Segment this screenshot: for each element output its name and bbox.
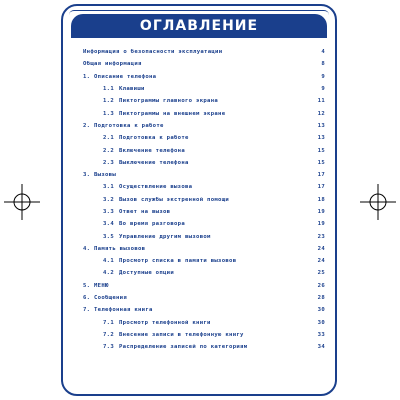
toc-entry-page: 4 xyxy=(321,49,325,56)
toc-entry[interactable] xyxy=(83,218,325,230)
toc-entry-label: 6. Сообщения xyxy=(83,295,128,302)
toc-entry-number: 1.3 xyxy=(103,110,115,117)
toc-entry-label: Управление другим вызовом xyxy=(119,233,211,240)
toc-entry-label: 3. Вызовы xyxy=(83,172,117,179)
toc-entry-label: 2. Подготовка к работе xyxy=(83,122,164,129)
toc-entry-page: 13 xyxy=(317,135,325,142)
toc-entry[interactable] xyxy=(83,95,325,107)
toc-entry-page: 33 xyxy=(317,331,325,338)
toc-entry[interactable] xyxy=(83,280,325,292)
toc-entry-number: 3.4 xyxy=(103,221,115,228)
toc-entry-number: 2.1 xyxy=(103,135,115,142)
toc-entry[interactable] xyxy=(83,267,325,279)
toc-entry[interactable] xyxy=(83,317,325,329)
toc-entry[interactable] xyxy=(83,58,325,70)
toc-entry[interactable] xyxy=(83,194,325,206)
toc-entry[interactable] xyxy=(83,329,325,341)
toc-entry-page: 8 xyxy=(321,61,325,68)
toc-entry[interactable] xyxy=(83,304,325,316)
toc-entry-page: 15 xyxy=(317,159,325,166)
toc-entry-page: 25 xyxy=(317,270,325,277)
toc-entry-page: 24 xyxy=(317,258,325,265)
toc-entry-label: Во время разговора xyxy=(119,221,186,228)
toc-entry-label: Включение телефона xyxy=(119,147,186,154)
toc-entry-label: Ответ на вызов xyxy=(119,209,171,215)
toc-entry[interactable] xyxy=(83,255,325,267)
toc-entry-page: 28 xyxy=(317,295,325,302)
toc-page xyxy=(61,4,337,396)
toc-entry-page: 13 xyxy=(317,122,325,129)
toc-entry[interactable] xyxy=(83,46,325,58)
toc-entry-label: Общая информация xyxy=(83,61,142,68)
toc-entry-number: 2.3 xyxy=(103,159,115,166)
toc-entry-number: 4.1 xyxy=(103,258,115,265)
toc-list xyxy=(83,46,325,353)
toc-entry-label: Пиктограммы на внешнем экране xyxy=(119,110,226,117)
toc-entry-number: 3.3 xyxy=(103,209,115,215)
page-title: ОГЛАВЛЕНИЕ xyxy=(139,18,259,34)
toc-entry[interactable] xyxy=(83,83,325,95)
toc-entry-page: 9 xyxy=(321,86,325,93)
toc-entry-number: 3.2 xyxy=(103,196,115,203)
toc-entry-label: Вызов службы экстренной помощи xyxy=(119,196,230,203)
toc-entry-page: 15 xyxy=(317,147,325,154)
toc-entry[interactable] xyxy=(83,120,325,132)
toc-entry[interactable] xyxy=(83,71,325,83)
toc-entry-page: 19 xyxy=(317,209,325,215)
toc-entry-page: 17 xyxy=(317,172,325,179)
toc-entry-number: 2.2 xyxy=(103,147,115,154)
toc-entry-page: 30 xyxy=(317,319,325,326)
toc-entry[interactable] xyxy=(83,169,325,181)
toc-entry-page: 18 xyxy=(317,196,325,203)
toc-entry-number: 7.3 xyxy=(103,344,115,351)
title-bar xyxy=(71,14,327,38)
toc-entry-page: 12 xyxy=(317,110,325,117)
toc-entry-page: 30 xyxy=(317,307,325,314)
toc-entry-label: 7. Телефонная книга xyxy=(83,307,153,314)
toc-entry-number: 3.1 xyxy=(103,184,115,191)
toc-entry[interactable] xyxy=(83,243,325,255)
toc-entry-number: 1.2 xyxy=(103,98,115,105)
toc-entry[interactable] xyxy=(83,144,325,156)
toc-entry-number: 7.1 xyxy=(103,319,115,326)
toc-entry-number: 4.2 xyxy=(103,270,115,277)
toc-entry-page: 23 xyxy=(317,233,325,240)
toc-entry-label: 5. МЕНЮ xyxy=(83,282,109,289)
toc-entry-page: 19 xyxy=(317,221,325,228)
toc-entry[interactable] xyxy=(83,341,325,353)
toc-entry-label: 1. Описание телефона xyxy=(83,73,157,80)
toc-entry-label: Клавиши xyxy=(119,86,145,93)
toc-entry-page: 26 xyxy=(317,282,325,289)
toc-entry-page: 34 xyxy=(317,344,325,351)
toc-entry-number: 7.2 xyxy=(103,331,115,338)
toc-entry-label: Пиктограммы главного экрана xyxy=(119,98,219,105)
toc-entry[interactable] xyxy=(83,157,325,169)
toc-entry-label: Выключение телефона xyxy=(119,159,189,166)
toc-entry-label: Информация о безопасности эксплуатации xyxy=(83,49,223,56)
toc-entry-label: Доступные опции xyxy=(119,270,175,277)
toc-entry-page: 17 xyxy=(317,184,325,191)
toc-entry[interactable] xyxy=(83,107,325,119)
toc-entry-label: Просмотр списка в памяти вызовов xyxy=(119,258,237,265)
toc-entry-number: 1.1 xyxy=(103,86,115,93)
toc-entry-label: Подготовка к работе xyxy=(119,135,189,142)
toc-entry[interactable] xyxy=(83,181,325,193)
registration-mark-left-icon xyxy=(4,184,40,220)
toc-entry-label: 4. Память вызовов xyxy=(83,245,146,252)
toc-entry[interactable] xyxy=(83,292,325,304)
toc-entry-label: Распределение записей по категориям xyxy=(119,344,248,351)
toc-entry-page: 11 xyxy=(317,98,325,105)
toc-entry-label: Внесение записи в телефонную книгу xyxy=(119,331,244,338)
toc-entry-number: 3.5 xyxy=(103,233,115,240)
toc-entry-page: 9 xyxy=(321,73,325,80)
toc-entry-page: 24 xyxy=(317,245,325,252)
toc-entry[interactable] xyxy=(83,230,325,242)
toc-entry[interactable] xyxy=(83,206,325,218)
toc-entry[interactable] xyxy=(83,132,325,144)
toc-entry-label: Осуществление вызова xyxy=(119,184,193,191)
toc-entry-label: Просмотр телефонной книги xyxy=(119,319,211,326)
registration-mark-right-icon xyxy=(360,184,396,220)
